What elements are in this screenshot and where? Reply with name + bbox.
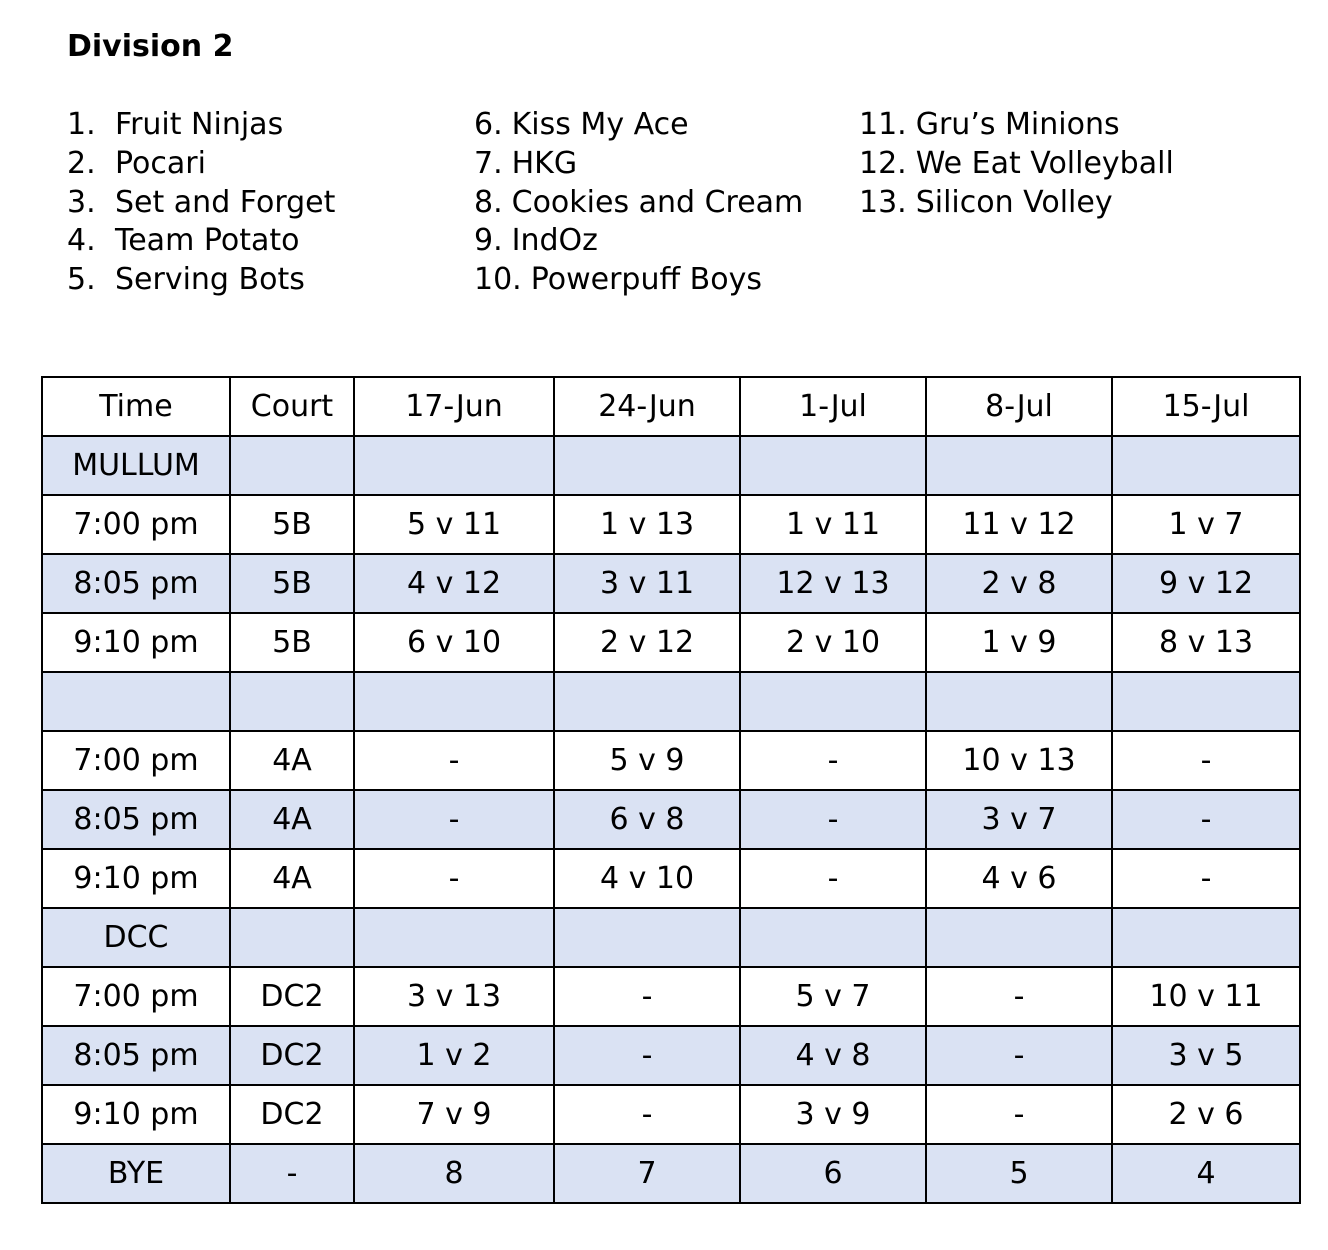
team-name: Pocari	[115, 145, 206, 181]
cell-match: -	[926, 1085, 1112, 1144]
cell-match	[926, 908, 1112, 967]
cell-match: 7	[554, 1144, 740, 1203]
team-name: Set and Forget	[115, 184, 336, 220]
table-row	[42, 554, 1300, 613]
schedule-table	[41, 376, 1301, 1204]
team-number: 13.	[859, 184, 907, 220]
team-name: Kiss My Ace	[511, 107, 689, 142]
cell-court	[230, 908, 354, 967]
team-name: Powerpuff Boys	[530, 262, 763, 298]
team-item	[67, 261, 335, 300]
cell-time: DCC	[42, 908, 230, 967]
cell-time	[42, 672, 230, 731]
cell-match: 5 v 7	[740, 967, 926, 1026]
team-item	[859, 106, 1174, 145]
cell-match: -	[740, 849, 926, 908]
cell-match: 2 v 10	[740, 613, 926, 672]
cell-court: DC2	[230, 1085, 354, 1144]
cell-time: 9:10 pm	[42, 1085, 230, 1144]
cell-match	[554, 436, 740, 495]
cell-match: 1 v 13	[554, 495, 740, 554]
team-number: 5.	[67, 262, 96, 298]
table-row	[42, 1144, 1300, 1203]
schedule-body	[42, 436, 1300, 1203]
team-item	[474, 222, 803, 261]
cell-match: 3 v 11	[554, 554, 740, 613]
team-item	[67, 184, 335, 223]
team-number: 12.	[859, 145, 907, 181]
team-name: Serving Bots	[115, 262, 305, 298]
team-item	[474, 261, 803, 300]
team-number: 4.	[67, 223, 96, 259]
cell-time: 9:10 pm	[42, 613, 230, 672]
cell-match: -	[354, 790, 554, 849]
cell-match: 5 v 9	[554, 731, 740, 790]
team-name: Team Potato	[115, 223, 300, 259]
cell-match: 12 v 13	[740, 554, 926, 613]
team-name: Fruit Ninjas	[115, 107, 284, 142]
header-date: 8-Jul	[926, 377, 1112, 436]
table-row	[42, 613, 1300, 672]
cell-court: DC2	[230, 1026, 354, 1085]
cell-match	[554, 672, 740, 731]
team-name: HKG	[511, 145, 578, 181]
cell-court: 5B	[230, 613, 354, 672]
table-row	[42, 1085, 1300, 1144]
table-row	[42, 436, 1300, 495]
cell-match: -	[926, 1026, 1112, 1085]
cell-court: -	[230, 1144, 354, 1203]
header-time: Time	[42, 377, 230, 436]
cell-match: 6 v 8	[554, 790, 740, 849]
team-name: Gru’s Minions	[915, 107, 1120, 142]
cell-match: 8	[354, 1144, 554, 1203]
cell-match: 10 v 13	[926, 731, 1112, 790]
header-date: 24-Jun	[554, 377, 740, 436]
team-number: 9.	[474, 223, 503, 259]
cell-match	[926, 672, 1112, 731]
cell-match: 5 v 11	[354, 495, 554, 554]
team-list-column-3	[859, 106, 1174, 222]
team-list-column-2	[474, 106, 803, 300]
cell-time: 8:05 pm	[42, 790, 230, 849]
cell-court: 4A	[230, 790, 354, 849]
cell-match	[1112, 436, 1300, 495]
team-number: 1.	[67, 107, 96, 142]
cell-match	[354, 672, 554, 731]
team-name: Cookies and Cream	[511, 184, 804, 220]
team-number: 6.	[474, 107, 503, 142]
cell-match: 3 v 9	[740, 1085, 926, 1144]
cell-time: 7:00 pm	[42, 731, 230, 790]
header-date: 1-Jul	[740, 377, 926, 436]
cell-time: 9:10 pm	[42, 849, 230, 908]
team-number: 10.	[474, 262, 522, 298]
cell-match: 6	[740, 1144, 926, 1203]
team-item	[474, 106, 803, 145]
cell-court: 5B	[230, 495, 354, 554]
cell-match: 1 v 9	[926, 613, 1112, 672]
cell-match: 2 v 8	[926, 554, 1112, 613]
team-list-column-1	[67, 106, 335, 300]
header-row	[42, 377, 1300, 436]
cell-match	[740, 908, 926, 967]
cell-match: 3 v 7	[926, 790, 1112, 849]
cell-match: 3 v 5	[1112, 1026, 1300, 1085]
cell-match: 1 v 11	[740, 495, 926, 554]
cell-court	[230, 672, 354, 731]
cell-match	[554, 908, 740, 967]
table-row	[42, 672, 1300, 731]
cell-match: -	[1112, 849, 1300, 908]
team-name: Silicon Volley	[915, 184, 1113, 220]
table-row	[42, 495, 1300, 554]
cell-court: 5B	[230, 554, 354, 613]
cell-time: BYE	[42, 1144, 230, 1203]
cell-time: MULLUM	[42, 436, 230, 495]
cell-match: -	[1112, 790, 1300, 849]
cell-time: 7:00 pm	[42, 967, 230, 1026]
cell-match	[926, 436, 1112, 495]
cell-match: 4 v 12	[354, 554, 554, 613]
cell-match: -	[554, 1085, 740, 1144]
cell-match: 8 v 13	[1112, 613, 1300, 672]
cell-match: 1 v 7	[1112, 495, 1300, 554]
team-item	[474, 145, 803, 184]
cell-match	[740, 672, 926, 731]
cell-match: 9 v 12	[1112, 554, 1300, 613]
cell-match: 4 v 8	[740, 1026, 926, 1085]
team-item	[859, 184, 1174, 223]
team-number: 3.	[67, 184, 96, 220]
cell-match	[1112, 908, 1300, 967]
header-court: Court	[230, 377, 354, 436]
cell-time: 8:05 pm	[42, 554, 230, 613]
team-number: 2.	[67, 145, 96, 181]
header-date: 15-Jul	[1112, 377, 1300, 436]
table-row	[42, 790, 1300, 849]
team-name: IndOz	[511, 223, 598, 259]
cell-match: 7 v 9	[354, 1085, 554, 1144]
cell-time: 8:05 pm	[42, 1026, 230, 1085]
cell-match	[354, 436, 554, 495]
cell-match: -	[740, 731, 926, 790]
cell-match: -	[1112, 731, 1300, 790]
cell-court: 4A	[230, 849, 354, 908]
cell-match	[1112, 672, 1300, 731]
header-date: 17-Jun	[354, 377, 554, 436]
team-item	[474, 184, 803, 223]
cell-match: -	[354, 849, 554, 908]
cell-match	[354, 908, 554, 967]
team-item	[67, 145, 335, 184]
team-number: 8.	[474, 184, 503, 220]
table-row	[42, 731, 1300, 790]
cell-match: -	[740, 790, 926, 849]
cell-time: 7:00 pm	[42, 495, 230, 554]
cell-match: 4 v 6	[926, 849, 1112, 908]
cell-match: -	[554, 1026, 740, 1085]
cell-match: 4 v 10	[554, 849, 740, 908]
table-row	[42, 908, 1300, 967]
cell-match	[740, 436, 926, 495]
team-item	[67, 106, 335, 145]
team-item	[859, 145, 1174, 184]
team-number: 11.	[859, 107, 907, 142]
cell-match: 10 v 11	[1112, 967, 1300, 1026]
cell-match: 1 v 2	[354, 1026, 554, 1085]
team-item	[67, 222, 335, 261]
cell-match: 2 v 12	[554, 613, 740, 672]
division-title: Division 2	[67, 29, 234, 64]
cell-match: -	[926, 967, 1112, 1026]
team-number: 7.	[474, 145, 503, 181]
cell-court: DC2	[230, 967, 354, 1026]
table-row	[42, 967, 1300, 1026]
cell-match: 6 v 10	[354, 613, 554, 672]
cell-match: 3 v 13	[354, 967, 554, 1026]
cell-match: 5	[926, 1144, 1112, 1203]
team-name: We Eat Volleyball	[915, 145, 1174, 181]
cell-court	[230, 436, 354, 495]
table-row	[42, 849, 1300, 908]
table-row	[42, 1026, 1300, 1085]
cell-court: 4A	[230, 731, 354, 790]
cell-match: 2 v 6	[1112, 1085, 1300, 1144]
cell-match: 4	[1112, 1144, 1300, 1203]
cell-match: 11 v 12	[926, 495, 1112, 554]
cell-match: -	[354, 731, 554, 790]
cell-match: -	[554, 967, 740, 1026]
